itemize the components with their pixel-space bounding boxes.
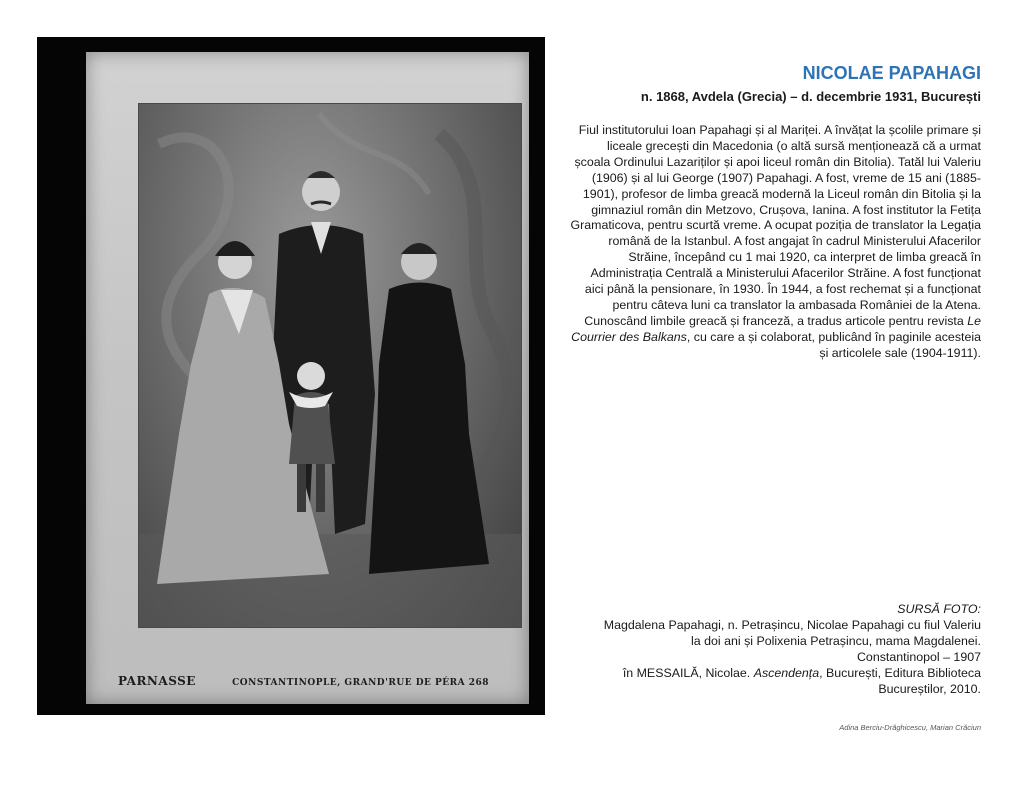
- bio-paragraph-2: [570, 314, 981, 362]
- source-line-2: la doi ani și Polixenia Petrașincu, mama Magdalenei.: [691, 633, 981, 648]
- source-heading: [570, 602, 981, 618]
- family-portrait-illustration: [139, 104, 521, 627]
- authors-caption: Adina Berciu-Drăghicescu, Marian Crăciun: [839, 723, 981, 732]
- bio-paragraph-1: Fiul institutorului Ioan Papahagi și al Mariței. A învățat la școlile primare și liceale grecești din Macedonia (o altă sursă menționează că a urmat școala Ordinului Lazariților și apoi liceul român din Bitolia). Tatăl lui Valeriu (1906) și al lui George (1907) Papahagi. A fost, vreme de 15 ani (1885-1901), profesor de limba greacă modernă la Liceul român din Bitolia și la gimnaziul român din Metzovo, Crușova, Ianina. A fost institutor la Fetița Gramaticova, pentru scurtă vreme. A ocupat poziția de translator la Legația română de la Istanbul. A fost angajat în cadrul Ministerului Afacerilor Străine, începând cu 1 mai 1920, ca interpret de limba greacă în Administrația Centrală a Ministerului Afacerilor Străine. A fost funcționat aici până la pensionare, în 1930. În 1944, a fost rechemat și a funcționat pentru câteva luni ca translator la ambasada României de la Atena.: [570, 123, 981, 312]
- bio-p2-before: Cunoscând limbile greacă și franceză, a tradus articole pentru revista: [584, 313, 968, 328]
- text-column: [570, 62, 981, 362]
- book-title: Ascendența: [753, 665, 820, 680]
- family-photograph: [37, 37, 545, 715]
- source-line-1: Magdalena Papahagi, n. Petrașincu, Nicolae Papahagi cu fiul Valeriu: [603, 617, 981, 632]
- source-line-4-before: în MESSAILĂ, Nicolae.: [622, 665, 754, 680]
- studio-mark-left: PARNASSE: [118, 674, 196, 688]
- source-line-5: Bucureștilor, 2010.: [878, 681, 981, 696]
- photo-source: [570, 602, 981, 697]
- page-title: NICOLAE PAPAHAGI: [802, 63, 981, 83]
- source-line-3: Constantinopol – 1907: [856, 649, 981, 664]
- photo-image: [138, 103, 522, 628]
- photo-mount: [86, 52, 529, 704]
- studio-mark-right: CONSTANTINOPLE, GRAND'RUE DE PÉRA 268: [232, 678, 489, 688]
- journal-title: Le Courrier des Balkans: [571, 313, 981, 344]
- life-dates: n. 1868, Avdela (Grecia) – d. decembrie 1931, București: [640, 89, 981, 104]
- biography: [570, 123, 981, 362]
- bio-p2-after: , cu care a și colaborat, publicând în paginile acesteia și articolele sale (1904-1911).: [686, 329, 981, 360]
- source-line-4-after: , București, Editura Biblioteca: [819, 665, 981, 680]
- source-heading-text: SURSĂ FOTO:: [897, 602, 981, 616]
- source-line-4: [570, 666, 981, 682]
